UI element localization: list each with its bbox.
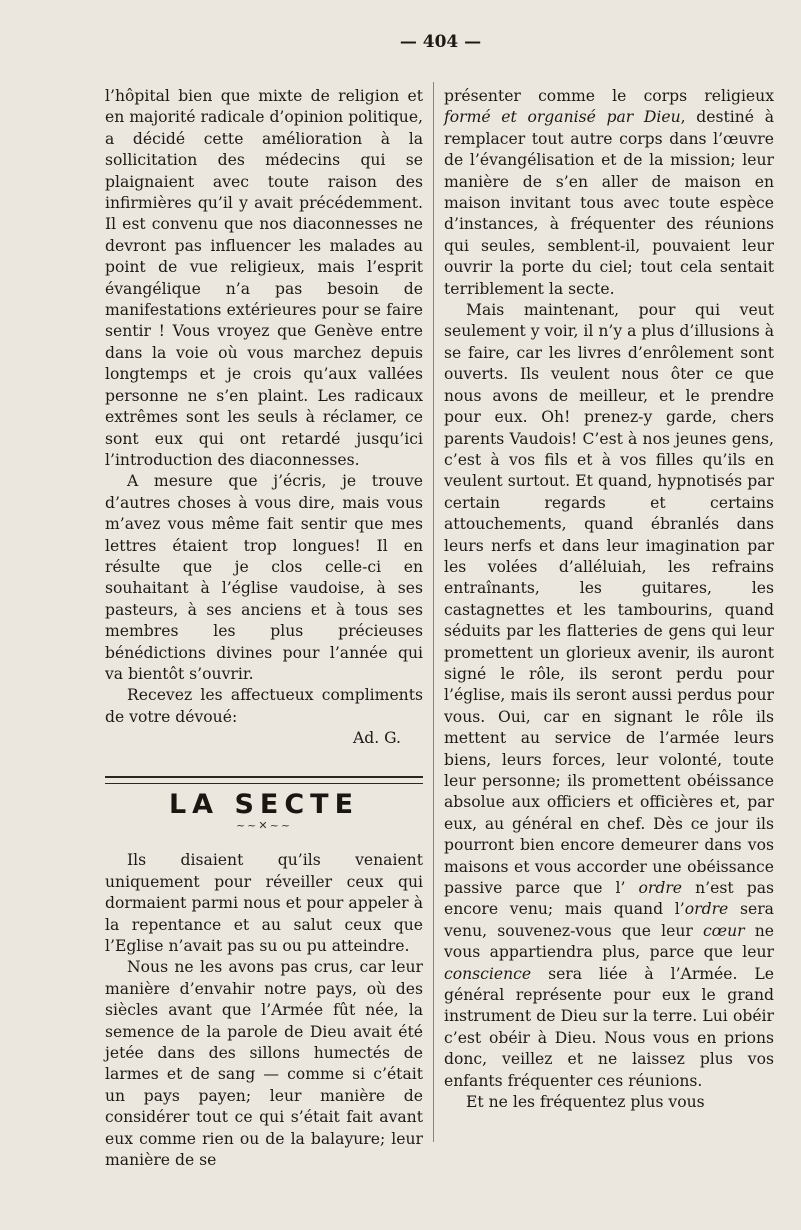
emphasis-text: formé et organisé par Dieu	[444, 108, 681, 127]
text-run: Mais maintenant, pour qui veut seulement y voir, il n’y a plus d’illusions à se faire, car les livres d’enrôlement sont ouverts. Ils veulent nous ôter ce que nous avons de meilleur, et le prendre pour eux. Oh! prenez-y garde, chers parents Vaudois! C’est à nos jeunes gens, c’est à vos fils et à vos filles qu’ils en veulent surtout. Et quand, hypnotisés par certain regards et certains attouchements, quand ébranlés dans leurs nerfs et dans leur imagination par les volées d’alléluiah, les refrains entraînants, les guitares, les castagnettes et les tambourins, quand séduits par les flatteries de gens qui leur promettent un glorieux avenir, ils auront signé le rôle, ils seront perdu pour l’église, mais ils seront aussi perdus pour vous. Oui, car en signant le rôle ils mettent au service de l’armée leurs biens, leurs forces, leur volonté, toute leur personne; ils promettent obéissance absolue aux officiers et officières et, par eux, au général en chef. Dès ce jour ils pourront bien encore demeurer dans vos maisons et vous accorder une obéissance passive parce que l’	[444, 301, 774, 898]
right-column	[444, 86, 774, 1114]
emphasis-text: ordre	[638, 879, 683, 898]
letter-signature: Ad. G.	[352, 729, 401, 748]
article-paragraph	[444, 300, 774, 1092]
text-run: ne vous appartiendra plus, parce que leur	[444, 921, 774, 962]
text-run: , destiné à remplacer tout autre corps dans l’œuvre de l’évangélisation et de la mission; leur manière de s’en aller de maison en maison invitant tous avec toute espèce d’instances, à fréquenter des réunions qui seules, semblent-il, pouvaient leur ouvrir la porte du ciel; tout cela sentait terriblement la secte.	[444, 108, 774, 298]
title-ornament: ~~✕~~	[235, 819, 293, 832]
article-paragraph	[444, 86, 774, 300]
article-paragraph: Et ne les fréquentez plus vous	[466, 1093, 705, 1112]
emphasis-text: cœur	[702, 921, 745, 940]
page-number: — 404 —	[399, 32, 482, 52]
left-column	[105, 86, 423, 1172]
letter-paragraph: l’hôpital bien que mixte de religion et en majorité radicale d’opinion politique, a décidé cette amélioration à la sollicitation des médecins qui se plaignaient avec toute raison des infirmières qu’il y avait précédemment. Il est convenu que nos diaconnesses ne devront pas influencer les malades au point de vue religieux, mais l’esprit évangélique n’a pas besoin de manifestations extérieures pour se faire sentir ! Vous vroyez que Genève entre dans la voie où vous marchez depuis longtemps et je crois qu’aux vallées personne ne s’en plaint. Les radicaux extrêmes sont les seuls à réclamer, ce sont eux qui ont retardé jusqu’ici l’introduction des diaconnesses.	[105, 87, 423, 469]
section-divider-rule	[105, 776, 423, 784]
article-paragraph: Nous ne les avons pas crus, car leur manière d’envahir notre pays, où des siècles avant que l’Armée fût née, la semence de la parole de Dieu avait été jetée dans des sillons humectés de larmes et de sang — comme si c’était un pays payen; leur manière de considérer tout ce qui s’était fait avant eux comme rien ou de la balayure; leur manière de se	[105, 958, 423, 1170]
article-paragraph: Ils disaient qu’ils venaient uniquement pour réveiller ceux qui dormaient parmi nous et pour appeler à la repentance et au salut ceux que l’Eglise n’avait pas su ou pu atteindre.	[105, 851, 423, 956]
section-title: LA SECTE	[168, 788, 360, 820]
letter-paragraph: A mesure que j’écris, je trouve d’autres choses à vous dire, mais vous m’avez vous même fait sentir que mes lettres étaient trop longues! Il en résulte que je clos celle-ci en souhaitant à l’église vaudoise, à ses pasteurs, à ses anciens et à tous ses membres les plus précieuses bénédictions divines pour l’année qui va bientôt s’ouvrir.	[105, 472, 423, 683]
letter-closing: Recevez les affectueux compliments de votre dévoué:	[105, 686, 423, 726]
text-run: sera liée à l’Armée. Le général représente pour eux le grand instrument de Dieu sur la terre. Lui obéir c’est obéir à Dieu. Nous vous en prions donc, veillez et ne laissez plus vos enfants fréquenter ces réunions.	[444, 964, 774, 1090]
emphasis-text: ordre	[684, 900, 729, 919]
text-run: présenter comme le corps religieux	[444, 87, 774, 105]
text-run: sera venu, souvenez-vous que leur	[444, 900, 774, 940]
text-run: n’est pas encore venu; mais quand l’	[444, 879, 774, 919]
emphasis-text: conscience	[444, 964, 532, 983]
column-divider	[433, 82, 434, 1142]
